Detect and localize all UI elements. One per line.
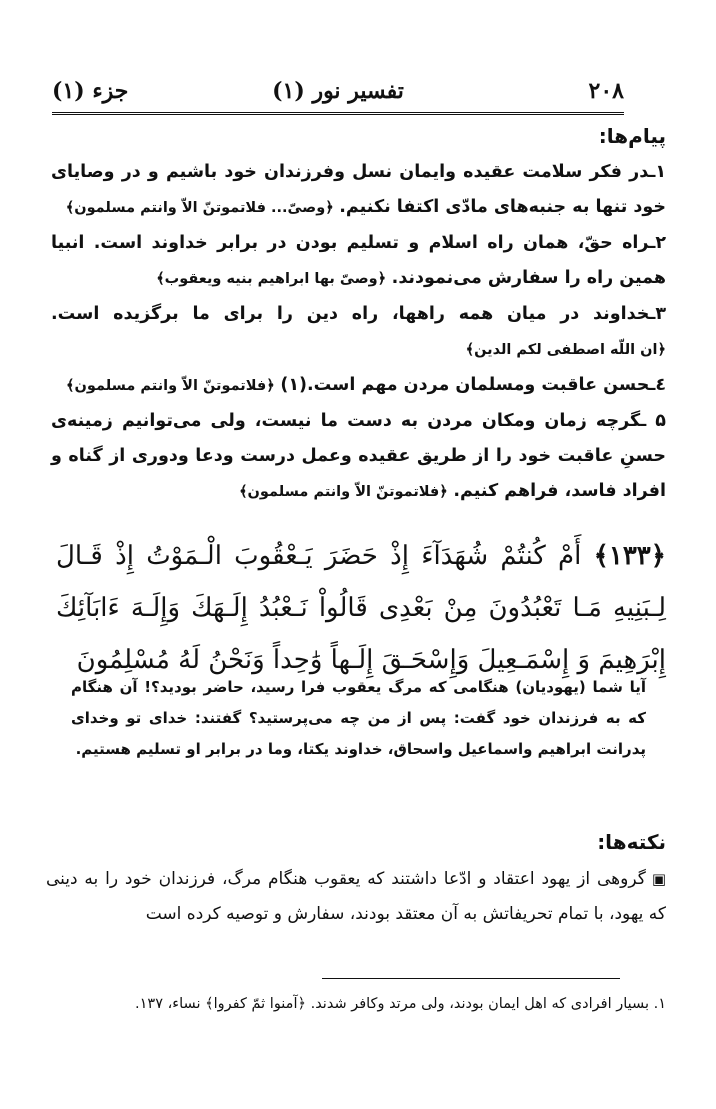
page-header (52, 78, 624, 108)
footnote: ۱. بسیار افرادی که اهل ایمان بودند، ولی مرتد وکافر شدند. ﴿آمنوا ثمّ کفروا﴾ نساء، ۱۳۷. (135, 996, 666, 1012)
lesson-number: ۲ـ (649, 233, 666, 253)
lesson-text: گرچه زمان ومکان مردن به دست ما نیست، ولی می‌توانیم زمینه‌ی حسنِ عاقبت خود را از طریق عقیده وعمل درست ودعا ودوری از گناه و افراد فاسد، فراهم کنیم. (51, 411, 666, 501)
part-label: جزء (۱) (52, 78, 129, 104)
lesson-text: راه حقّ، همان راه اسلام و تسلیم بودن در برابر خداوند است. انبیا همین راه را سفارش می‌نمودند. (51, 233, 666, 288)
lesson-verse: ﴿وصیّ... فلاتموتنّ الاّ وانتم مسلمون﴾ (65, 200, 334, 216)
lesson-item (51, 297, 666, 368)
lesson-verse: ﴿فلاتموتنّ الاّ وانتم مسلمون﴾ (239, 484, 448, 500)
lesson-text: در فکر سلامت عقیده وایمان نسل وفرزندان خود باشیم و در وصایای خود تنها به جنبه‌های مادّی اکتفا نکنیم. (51, 162, 666, 217)
lesson-item (51, 226, 666, 297)
note-item (46, 862, 666, 932)
lesson-item (51, 368, 666, 404)
lesson-verse: ﴿وصیّ بها ابراهیم بنیه ویعقوب﴾ (156, 271, 387, 287)
quran-verse (56, 530, 666, 686)
verse-number: ﴿۱۳۳﴾ (593, 541, 667, 571)
verse-translation: آیا شما (یهودیان) هنگامی که مرگ یعقوب فرا رسید، حاضر بودید؟! آن هنگام که به فرزندان خود گفت: پس از من چه می‌پرستید؟ گفتند: خدای تو وخدای پدرانت ابراهیم واسماعیل واسحاق، خداوند یکتا، وما در برابر او تسلیم هستیم. (71, 678, 646, 758)
lesson-number: ٤ـ (649, 375, 666, 395)
lesson-verse: ﴿فلاتموتنّ الاّ وانتم مسلمون﴾ (66, 378, 275, 394)
footnote-rule (322, 978, 620, 979)
page-number: ۲۰۸ (588, 78, 624, 104)
lesson-number: ۵ ـ (640, 411, 666, 431)
lesson-item (51, 155, 666, 226)
lessons-heading: پیام‌ها: (598, 124, 666, 148)
lesson-text: حسن عاقبت ومسلمان مردن مهم است.(۱) (280, 375, 650, 395)
lesson-text: خداوند در میان همه راهها، راه دین را برای ما برگزیده است. (51, 304, 650, 324)
running-title: تفسیر نور (۱) (272, 78, 404, 104)
note-text: گروهی از یهود اعتقاد و ادّعا داشتند که یعقوب هنگام مرگ، فرزندان خود را به دینی که یهود، با تمام تحریفاتش به آن معتقد بودند، سفارش و توصیه کرده است (46, 869, 666, 924)
lessons-list (51, 155, 666, 510)
lesson-number: ۱ـ (649, 162, 666, 182)
header-rule (52, 112, 624, 115)
notes-heading: نکته‌ها: (597, 830, 666, 854)
note-bullet-icon: ▣ (651, 870, 666, 888)
lesson-item (51, 404, 666, 510)
lesson-verse: ﴿ان اللّه اصطفی لکم الدین﴾ (465, 342, 666, 358)
verse-text: أَمْ كُنتُمْ شُهَدَآءَ إِذْ حَضَرَ يَـعْقُوبَ الْـمَوْتُ إِذْ قَـالَ لِـبَنِيهِ مَـا تَعْبُدُونَ مِنْ بَعْدِى قَالُواْ نَـعْبُدُ إِلَـهَكَ وَإِلَـهَ ءَابَآئِكَ إِبْرَهِيمَ وَ إِسْمَـعِيلَ وَإِسْحَـقَ إِلَـهاً وَٰحِداً وَنَحْنُ لَهُ مُسْلِمُونَ (56, 541, 666, 675)
lesson-number: ۳ـ (649, 304, 666, 324)
